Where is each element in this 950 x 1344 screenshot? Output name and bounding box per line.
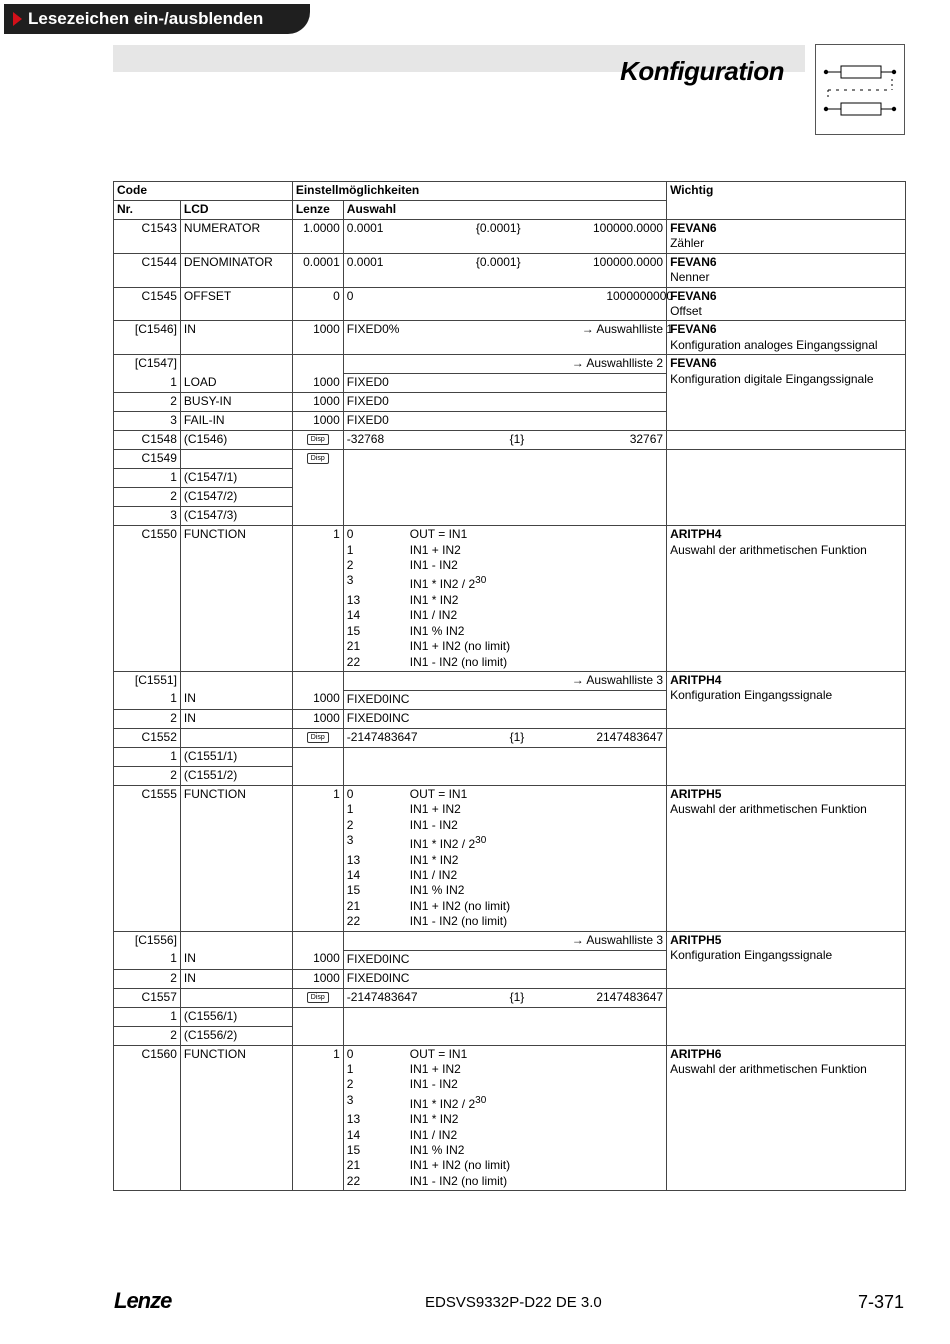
option-value: 3	[346, 573, 354, 588]
code-cell: C1552	[114, 728, 181, 747]
option-text: IN1 / IN2	[409, 608, 458, 623]
option-text: IN1 % IN2	[409, 623, 465, 638]
option-text: IN1 - IN2 (no limit)	[409, 914, 508, 929]
code-cell: C1555	[114, 785, 181, 931]
important-cell	[667, 220, 906, 254]
option-value: 1	[346, 542, 354, 557]
lcd-cell: IN	[180, 950, 292, 969]
function-block-name: FEVAN6	[670, 254, 717, 269]
lcd-cell: FUNCTION	[180, 1045, 292, 1191]
code-cell: C1545	[114, 287, 181, 321]
range-step: {0.0001}	[475, 221, 521, 235]
option-row	[347, 868, 663, 883]
table-row	[114, 671, 906, 690]
option-row	[347, 608, 663, 623]
option-text: IN1 + IN2	[409, 1061, 461, 1076]
range-min: -2147483647	[346, 729, 418, 744]
description: Konfiguration analoges Eingangssignal	[670, 337, 878, 352]
option-text: IN1 - IN2	[409, 1077, 458, 1092]
table-row	[114, 931, 906, 950]
option-text: IN1 % IN2	[409, 1143, 465, 1157]
code-cell: [C1556]	[114, 931, 181, 950]
function-block-name: FEVAN6	[670, 322, 717, 337]
option-text: OUT = IN1	[409, 527, 468, 542]
code-table	[113, 181, 906, 1191]
header-lcd: LCD	[180, 201, 292, 220]
option-exponent: 30	[475, 835, 487, 847]
option-row	[347, 655, 663, 670]
table-row	[114, 321, 906, 355]
auswahl-cell: FIXED0INC	[343, 690, 666, 709]
header-auswahl: Auswahl	[343, 201, 666, 220]
range-min: 0.0001	[346, 221, 384, 235]
option-row	[347, 543, 663, 558]
option-value: 14	[346, 867, 361, 882]
range-step: {1}	[509, 729, 525, 744]
option-text: IN1 * IN2 / 2	[409, 837, 476, 852]
lcd-cell: BUSY-IN	[180, 393, 292, 412]
auswahl-cell	[343, 728, 666, 747]
lenze-cell: 0.0001	[292, 253, 343, 287]
subcode-nr: 1	[114, 374, 181, 393]
lcd-cell: (C1547/3)	[180, 507, 292, 526]
lcd-cell: (C1551/2)	[180, 766, 292, 785]
table-row	[114, 253, 906, 287]
option-value: 13	[346, 852, 361, 867]
function-options	[343, 785, 666, 931]
option-text: IN1 * IN2 / 2	[409, 1096, 476, 1111]
option-row	[347, 914, 663, 929]
table-row	[114, 287, 906, 321]
option-row	[347, 818, 663, 833]
lenze-cell: 1000	[292, 374, 343, 393]
lenze-cell: 1.0000	[292, 220, 343, 254]
selection-list-link[interactable]: → Auswahlliste 3	[343, 671, 666, 690]
table-row	[114, 785, 906, 931]
header-settings: Einstellmöglichkeiten	[292, 182, 666, 201]
range-min: -2147483647	[346, 989, 418, 1004]
option-text: IN1 + IN2	[409, 542, 461, 557]
lenze-cell: 1000	[292, 393, 343, 412]
table-row	[114, 220, 906, 254]
lenze-cell	[292, 450, 343, 469]
lcd-cell: NUMERATOR	[180, 220, 292, 254]
auswahl-cell: FIXED0INC	[343, 969, 666, 988]
option-value: 14	[346, 1127, 361, 1142]
important-cell	[667, 1045, 906, 1191]
important-cell	[667, 287, 906, 321]
option-value: 0	[346, 527, 354, 542]
auswahl-cell	[343, 321, 674, 355]
auswahl-cell: FIXED0	[343, 374, 666, 393]
option-value: 3	[346, 1092, 354, 1107]
important-cell	[667, 785, 906, 931]
lenze-cell	[292, 728, 343, 747]
option-row	[347, 573, 663, 592]
option-exponent: 30	[475, 575, 487, 587]
option-row	[347, 833, 663, 852]
option-row	[347, 883, 663, 898]
function-block-name: FEVAN6	[670, 356, 717, 371]
option-text: IN1 + IN2 (no limit)	[409, 639, 511, 654]
code-cell: C1560	[114, 1045, 181, 1191]
option-row	[347, 1047, 663, 1062]
page-number: 7-371	[857, 1292, 904, 1312]
lenze-cell: 1000	[292, 969, 343, 988]
important-cell	[667, 671, 906, 728]
subcode-nr: 3	[114, 412, 181, 431]
option-text: IN1 + IN2	[409, 802, 461, 817]
range-step: {0.0001}	[475, 254, 521, 269]
option-text: IN1 + IN2 (no limit)	[409, 1158, 511, 1173]
subcode-nr: 2	[114, 393, 181, 412]
option-value: 21	[346, 1158, 361, 1173]
configuration-symbol-icon	[815, 44, 905, 135]
option-text: IN1 + IN2 (no limit)	[409, 898, 511, 913]
option-value: 22	[346, 654, 361, 669]
lcd-cell: (C1551/1)	[180, 747, 292, 766]
auswahl-cell: FIXED0INC	[343, 950, 666, 969]
lcd-cell: IN	[180, 709, 292, 728]
disp-badge: Disp	[307, 992, 329, 1003]
option-row	[347, 593, 663, 608]
option-text: IN1 % IN2	[409, 883, 465, 898]
auswahl-cell: FIXED0	[343, 412, 666, 431]
option-value: 1	[346, 802, 354, 817]
selection-list-link[interactable]: → Auswahlliste 1	[581, 322, 674, 337]
option-value: 15	[346, 1143, 361, 1157]
important-cell	[667, 931, 906, 988]
range-min: -32768	[346, 432, 385, 447]
lcd-cell: OFFSET	[180, 287, 292, 321]
selection-list-link[interactable]: → Auswahlliste 2	[343, 355, 666, 374]
document-id: EDSVS9332P-D22 DE 3.0	[425, 1294, 602, 1311]
lenze-cell: 1000	[292, 412, 343, 431]
option-text: IN1 * IN2	[409, 852, 459, 867]
header-important: Wichtig	[667, 182, 906, 220]
lenze-cell	[292, 988, 343, 1007]
lenze-cell: 1	[292, 526, 343, 672]
option-text: IN1 - IN2	[409, 817, 458, 832]
code-cell: C1549	[114, 450, 181, 469]
auswahl-cell: FIXED0	[343, 393, 666, 412]
lcd-cell: FUNCTION	[180, 785, 292, 931]
option-value: 13	[346, 1112, 361, 1127]
option-value: 1	[346, 1061, 354, 1076]
option-row	[347, 1174, 663, 1189]
subcode-nr: 1	[114, 950, 181, 969]
code-cell: C1544	[114, 253, 181, 287]
important-cell	[667, 253, 906, 287]
option-value: 2	[346, 1077, 354, 1092]
option-text: OUT = IN1	[409, 1046, 468, 1061]
arrow-right-icon	[13, 12, 22, 26]
option-text: OUT = IN1	[409, 786, 468, 801]
subcode-nr: 3	[114, 507, 181, 526]
disp-badge: Disp	[307, 732, 329, 743]
option-value: 13	[346, 592, 361, 607]
bookmark-toggle-label: Lesezeichen ein-/ausblenden	[28, 9, 264, 28]
lenze-cell: 1	[292, 785, 343, 931]
code-cell: C1557	[114, 988, 181, 1007]
lenze-cell: 1000	[292, 950, 343, 969]
description: Auswahl der arithmetischen Funktion	[670, 1061, 867, 1076]
range-max: 2147483647	[596, 989, 664, 1004]
range-max: 100000.0000	[592, 254, 664, 269]
table-row	[114, 450, 906, 469]
lenze-logo: Lenze	[114, 1288, 172, 1313]
option-row	[347, 624, 663, 639]
lcd-cell: FUNCTION	[180, 526, 292, 672]
subcode-nr: 2	[114, 1026, 181, 1045]
option-value: 0	[346, 1046, 354, 1061]
option-text: IN1 * IN2 / 2	[409, 577, 476, 592]
option-row	[347, 1062, 663, 1077]
lcd-cell: IN	[180, 969, 292, 988]
table-row	[114, 988, 906, 1007]
option-value: 2	[346, 558, 354, 573]
option-text: IN1 - IN2 (no limit)	[409, 654, 508, 669]
option-value: 0	[346, 786, 354, 801]
range-max: 100000.0000	[592, 221, 664, 235]
option-value: 22	[346, 1173, 361, 1188]
code-cell: C1548	[114, 431, 181, 450]
lcd-cell: FAIL-IN	[180, 412, 292, 431]
lcd-cell: (C1556/1)	[180, 1007, 292, 1026]
option-row	[347, 639, 663, 654]
auswahl-cell	[343, 287, 674, 321]
function-block-name: FEVAN6	[670, 288, 717, 303]
auswahl-cell	[343, 431, 666, 450]
range-min: 0	[346, 288, 354, 303]
option-text: IN1 * IN2	[409, 1112, 459, 1127]
lenze-cell: 1000	[292, 709, 343, 728]
range-min: 0.0001	[346, 254, 384, 269]
important-cell	[667, 355, 906, 431]
option-text: IN1 - IN2	[409, 558, 458, 573]
option-row	[347, 1158, 663, 1173]
subcode-nr: 1	[114, 690, 181, 709]
subcode-nr: 1	[114, 1007, 181, 1026]
range-max: 32767	[629, 432, 664, 447]
code-cell: C1543	[114, 220, 181, 254]
option-row	[347, 558, 663, 573]
option-value: 2	[346, 817, 354, 832]
function-options	[343, 1045, 666, 1191]
function-block-name: ARITPH4	[670, 527, 722, 542]
description: Nenner	[670, 270, 710, 285]
option-row	[347, 899, 663, 914]
auswahl-cell: FIXED0INC	[343, 709, 666, 728]
subcode-nr: 2	[114, 969, 181, 988]
option-value: 21	[346, 898, 361, 913]
description: Konfiguration digitale Eingangssignale	[670, 371, 874, 386]
table-row	[114, 431, 906, 450]
code-cell: [C1547]	[114, 355, 181, 374]
lcd-cell: (C1556/2)	[180, 1026, 292, 1045]
function-block-name: ARITPH6	[670, 1046, 722, 1061]
important-cell	[667, 321, 906, 355]
lenze-cell: 1000	[292, 321, 343, 355]
function-block-name: ARITPH5	[670, 786, 722, 801]
table-header-row	[114, 182, 906, 201]
option-exponent: 30	[475, 1094, 487, 1106]
option-row	[347, 853, 663, 868]
header-lenze: Lenze	[292, 201, 343, 220]
option-value: 15	[346, 623, 361, 638]
table-row	[114, 728, 906, 747]
lcd-cell: DENOMINATOR	[180, 253, 292, 287]
table-row	[114, 355, 906, 374]
lcd-cell: (C1546)	[180, 431, 292, 450]
option-text: IN1 * IN2	[409, 592, 459, 607]
option-text: IN1 / IN2	[409, 1127, 458, 1142]
auswahl-cell	[343, 988, 666, 1007]
table-row	[114, 526, 906, 672]
page-title: Konfiguration	[620, 56, 784, 86]
lcd-cell: IN	[180, 321, 292, 355]
header-code: Code	[114, 182, 293, 201]
lcd-cell: (C1547/2)	[180, 488, 292, 507]
subcode-nr: 1	[114, 747, 181, 766]
option-value: 21	[346, 639, 361, 654]
option-row	[347, 802, 663, 817]
header-nr: Nr.	[114, 201, 181, 220]
subcode-nr: 2	[114, 766, 181, 785]
function-block-name: ARITPH5	[670, 932, 722, 947]
function-block-name: FEVAN6	[670, 221, 717, 235]
option-text: IN1 / IN2	[409, 867, 458, 882]
lcd-cell: LOAD	[180, 374, 292, 393]
selection-list-link[interactable]: → Auswahlliste 3	[343, 931, 666, 950]
disp-badge: Disp	[307, 453, 329, 464]
range-step: {1}	[509, 989, 525, 1004]
lenze-cell: 1000	[292, 690, 343, 709]
important-cell	[667, 526, 906, 672]
option-value: 3	[346, 833, 354, 848]
description: Auswahl der arithmetischen Funktion	[670, 802, 867, 817]
disp-badge: Disp	[307, 434, 329, 445]
range-max: 1000000000	[606, 288, 674, 303]
description: Konfiguration Eingangssignale	[670, 947, 833, 962]
range-step: {1}	[509, 432, 525, 447]
bookmark-toggle-button[interactable]	[4, 4, 310, 34]
auswahl-cell	[343, 253, 666, 287]
subcode-nr: 1	[114, 469, 181, 488]
option-row	[347, 1093, 663, 1112]
option-row	[347, 1143, 663, 1158]
description: Zähler	[670, 236, 705, 251]
subcode-nr: 2	[114, 709, 181, 728]
code-cell: C1550	[114, 526, 181, 672]
range-max: 2147483647	[596, 729, 664, 744]
option-text: IN1 - IN2 (no limit)	[409, 1173, 508, 1188]
auswahl-value: FIXED0%	[346, 322, 400, 337]
lenze-cell: 1	[292, 1045, 343, 1191]
option-row	[347, 1077, 663, 1092]
option-row	[347, 787, 663, 802]
option-row	[347, 1112, 663, 1127]
lcd-cell: (C1547/1)	[180, 469, 292, 488]
function-options	[343, 526, 666, 672]
lenze-cell	[292, 431, 343, 450]
code-cell: [C1546]	[114, 321, 181, 355]
description: Offset	[670, 304, 702, 319]
option-row	[347, 527, 663, 542]
description: Konfiguration Eingangssignale	[670, 688, 833, 703]
description: Auswahl der arithmetischen Funktion	[670, 542, 867, 557]
code-cell: [C1551]	[114, 671, 181, 690]
option-value: 14	[346, 608, 361, 623]
subcode-nr: 2	[114, 488, 181, 507]
option-value: 22	[346, 914, 361, 929]
lenze-cell: 0	[292, 287, 343, 321]
function-block-name: ARITPH4	[670, 672, 722, 687]
auswahl-cell	[343, 220, 666, 254]
option-value: 15	[346, 883, 361, 898]
table-row	[114, 1045, 906, 1191]
option-row	[347, 1128, 663, 1143]
lcd-cell: IN	[180, 690, 292, 709]
